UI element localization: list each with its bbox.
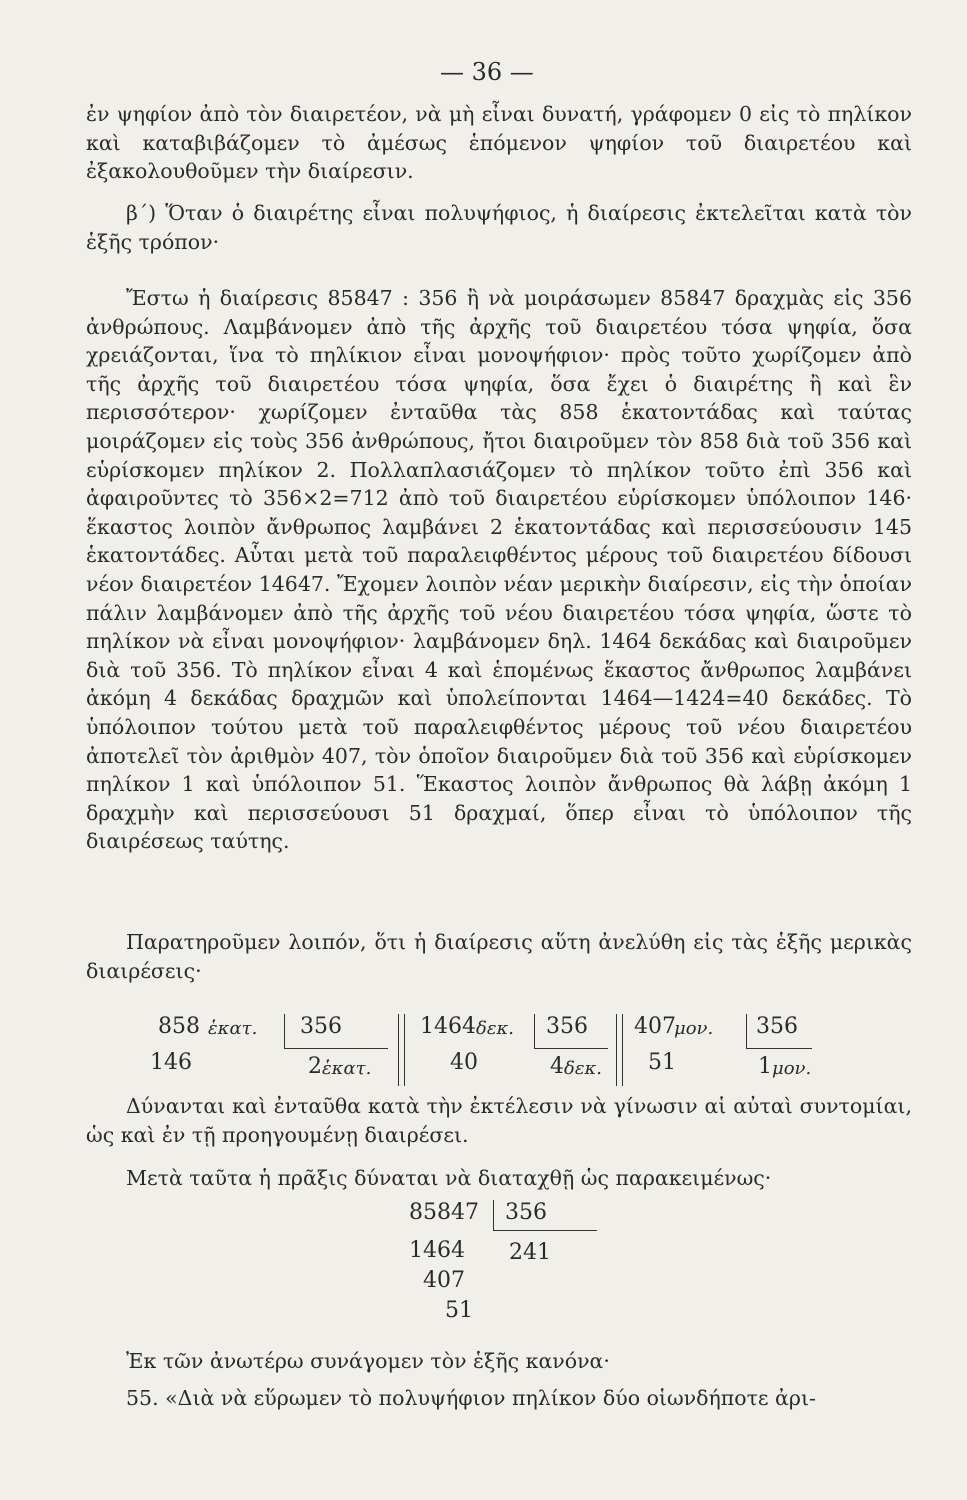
paragraph-shortcuts: Δύνανται καὶ ἐνταῦθα κατὰ τὴν ἐκτέλεσιν νὰ γίνωσιν αἱ αὐταὶ συντομίαι, ὡς καὶ ἐν τῇ προηγουμένῃ διαιρέσει. [86,1094,912,1147]
long-division-quotient: 241 [509,1240,551,1265]
divisor: 356 [300,1014,342,1039]
paragraph-arrangement: Μετὰ ταῦτα ἡ πρᾶξις δύναται νὰ διαταχθῇ ὡς παρακειμένως· [126,1166,772,1190]
long-division-step: 407 [423,1268,465,1293]
quotient: 1 [758,1054,772,1079]
partial-division-1 [150,1010,400,1090]
paragraph-example: Ἔστω ἡ διαίρεσις 85847 : 356 ἢ νὰ μοιράσωμεν 85847 δραχμὰς εἰς 356 ἀνθρώπους. Λαμβάνομεν ἀπὸ τῆς ἀρχῆς τοῦ διαιρετέου τόσα ψηφία, ὅσα χρειάζονται, ἵνα τὸ πηλίκιον εἶναι μονοψήφιον· πρὸς τοῦτο χωρίζομεν ἀπὸ τῆς ἀρχῆς τοῦ διαιρετέου τόσα ψηφία, ὅσα ἔχει ὁ διαιρέτης ἢ καὶ ἓν περισσότερον· χωρίζομεν ἐνταῦθα τὰς 858 ἑκατοντάδας καὶ ταύτας μοιράζομεν εἰς τοὺς 356 ἀνθρώπους, ἤτοι διαιροῦμεν τὸν 858 διὰ τοῦ 356 καὶ εὑρίσκομεν πηλίκον 2. Πολλαπλασιάζομεν τὸ πηλίκον τοῦτο ἐπὶ 356 καὶ ἀφαιροῦντες τὸ 356×2=712 ἀπὸ τοῦ διαιρετέου εὑρίσκομεν ὑπόλοιπον 146· ἕκαστος λοιπὸν ἄνθρωπος λαμβάνει 2 ἑκατοντάδας καὶ περισσεύουσιν 145 ἑκατοντάδες. Αὗται μετὰ τοῦ παραλειφθέντος μέρους τοῦ διαιρετέου δίδουσι νέον διαιρετέον 14647. Ἔχομεν λοιπὸν νέαν μερικὴν διαίρεσιν, εἰς τὴν ὁποίαν πάλιν λαμβάνομεν ἀπὸ τῆς ἀρχῆς τοῦ νέου διαιρετέου τόσα ψηφία, ὥστε τὸ πηλίκον νὰ εἶναι μονοψήφιον· λαμβάνομεν δηλ. 1464 δεκάδας καὶ διαιροῦμεν διὰ τοῦ 356. Τὸ πηλίκον εἶναι 4 καὶ ἑπομένως ἕκαστος ἄνθρωπος λαμβάνει ἀκόμη 4 δεκάδας δραχμῶν καὶ ὑπολείπονται 1464—1424=40 δεκάδες. Τὸ ὑπόλοιπον τούτου μετὰ τοῦ παραλειφθέντος μέρους τοῦ νέου διαιρετέου ἀποτελεῖ τὸν ἀριθμὸν 407, τὸν ὁποῖον διαιροῦμεν διὰ τοῦ 356 καὶ εὑρίσκομεν πηλίκον 1 καὶ ὑπόλοιπον 51. Ἕκαστος λοιπὸν ἄνθρωπος θὰ λάβῃ ἀκόμη 1 δραχμὴν καὶ περισσεύουσι 51 δραχμαί, ὅπερ εἶναι τὸ ὑπόλοιπον τῆς διαιρέσεως ταύτης. [86,286,912,854]
long-division-step: 1464 [409,1238,465,1263]
paragraph-case-beta: β΄) Ὅταν ὁ διαιρέτης εἶναι πολυψήφιος, ἡ διαίρεσις ἐκτελεῖται κατὰ τὸν ἑξῆς τρόπον· [86,201,912,254]
dividend-unit: μον. [674,1018,714,1039]
paragraph-rule-intro: Ἐκ τῶν ἀνωτέρω συνάγομεν τὸν ἑξῆς κανόνα· [126,1349,610,1373]
long-division-dividend: 85847 [409,1200,479,1225]
paragraph-continuation: ἐν ψηφίον ἀπὸ τὸν διαιρετέον, νὰ μὴ εἶναι δυνατή, γράφομεν 0 εἰς τὸ πηλίκον καὶ καταβιβάζομεν τὸ ἀμέσως ἑπόμενον ψηφίον τοῦ διαιρετέου καὶ ἐξακολουθοῦμεν τὴν διαίρεσιν. [86,102,912,184]
quotient: 4 [550,1054,564,1079]
remainder: 51 [648,1050,676,1075]
partial-division-2 [420,1010,620,1090]
partial-division-3 [634,1010,834,1090]
partial-divisions [150,1010,850,1090]
dividend: 407 [634,1014,676,1039]
divisor: 356 [546,1014,588,1039]
quotient-unit: ἑκατ. [322,1058,372,1079]
paragraph-observation: Παρατηροῦμεν λοιπόν, ὅτι ἡ διαίρεσις αὕτη ἀνελύθη εἰς τὰς ἑξῆς μερικὰς διαιρέσεις· [86,930,912,983]
remainder: 40 [450,1050,478,1075]
dividend: 1464 [420,1014,476,1039]
quotient: 2 [308,1054,322,1079]
paragraph-rule-55: 55. «Διὰ νὰ εὕρωμεν τὸ πολυψήφιον πηλίκον δύο οἱωνδήποτε ἀρι- [126,1386,816,1410]
page-number: — 36 — [440,58,534,86]
remainder: 146 [150,1050,192,1075]
divisor: 356 [756,1014,798,1039]
dividend: 858 [158,1014,200,1039]
quotient-unit: μον. [772,1058,812,1079]
dividend-unit: ἑκατ. [208,1018,258,1039]
quotient-unit: δεκ. [564,1058,603,1079]
long-division-divisor: 356 [505,1200,547,1225]
dividend-unit: δεκ. [476,1018,515,1039]
long-division-remainder: 51 [445,1298,473,1323]
long-division [405,1198,625,1338]
